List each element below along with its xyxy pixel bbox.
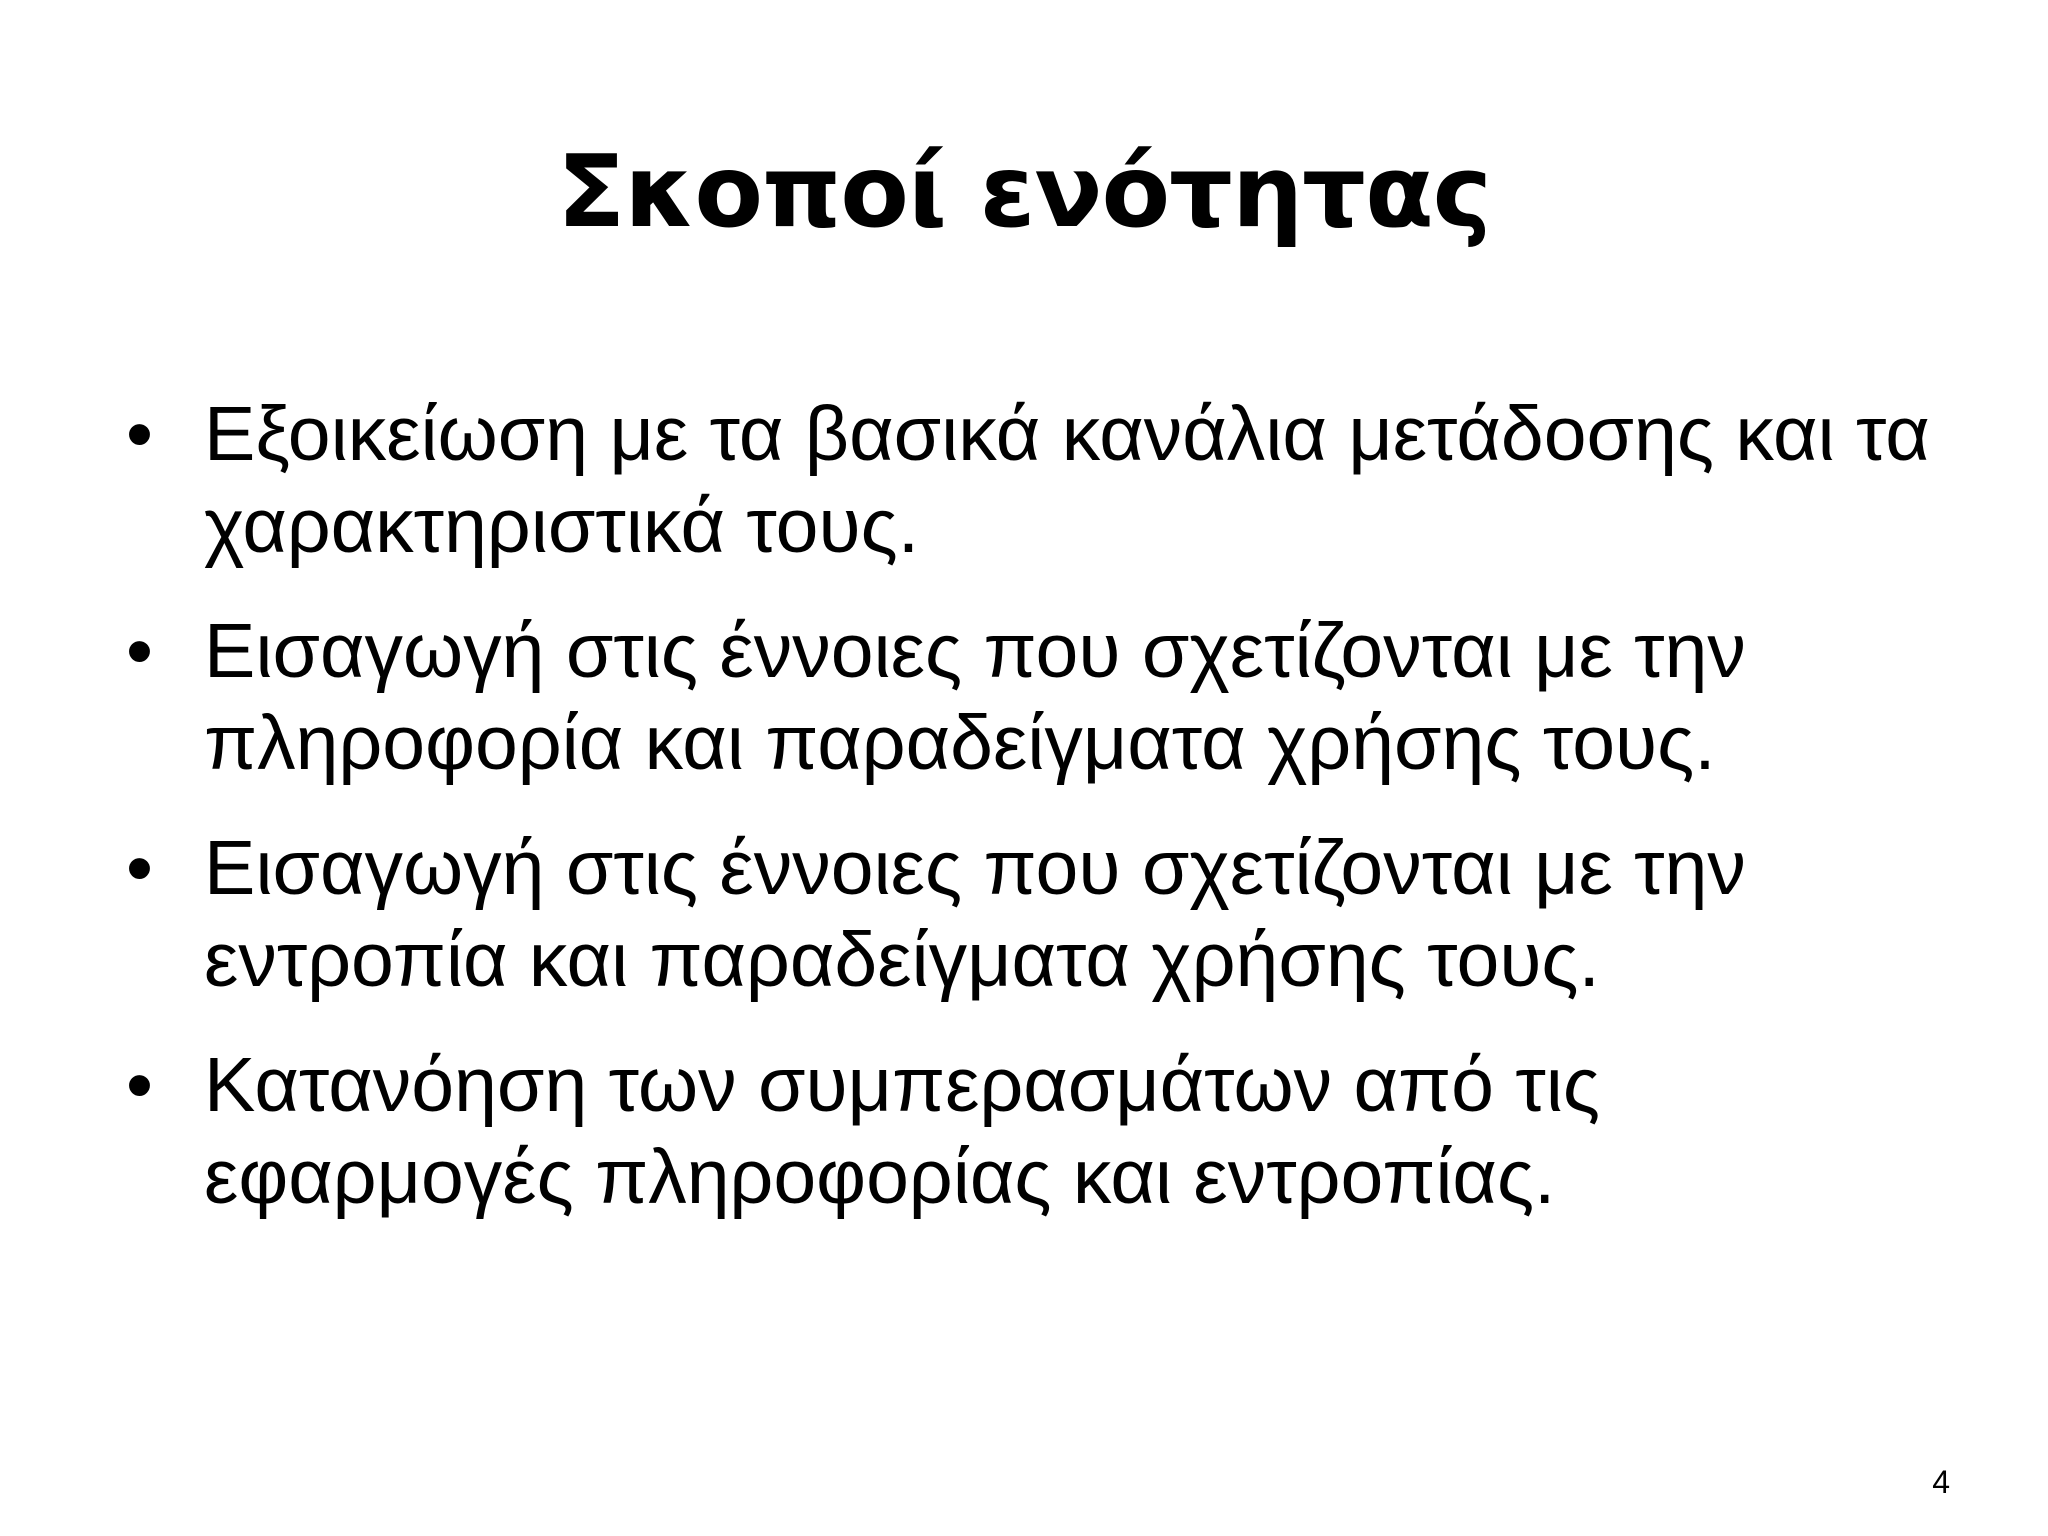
page-number: 4 (1932, 1464, 1950, 1500)
bullet-icon: • (126, 825, 153, 911)
bullet-icon: • (126, 1042, 153, 1128)
bullet-item (118, 822, 1958, 1006)
bullet-text: Εισαγωγή στις έννοιες που σχετίζονται με την εντροπία και παραδείγματα χρήσης τους. (204, 825, 1746, 1003)
bullet-icon: • (126, 608, 153, 694)
bullet-item (118, 388, 1958, 572)
bullet-item (118, 1039, 1958, 1223)
bullet-text: Κατανόηση των συμπερασμάτων από τις εφαρμογές πληροφορίας και εντροπίας. (204, 1042, 1601, 1220)
bullet-list (118, 388, 1958, 1256)
bullet-item (118, 605, 1958, 789)
bullet-text: Εξοικείωση με τα βασικά κανάλια μετάδοσης και τα χαρακτηριστικά τους. (204, 391, 1930, 569)
bullet-text: Εισαγωγή στις έννοιες που σχετίζονται με την πληροφορία και παραδείγματα χρήσης τους. (204, 608, 1746, 786)
bullet-icon: • (126, 391, 153, 477)
slide-title: Σκοποί ενότητας (557, 133, 1491, 250)
